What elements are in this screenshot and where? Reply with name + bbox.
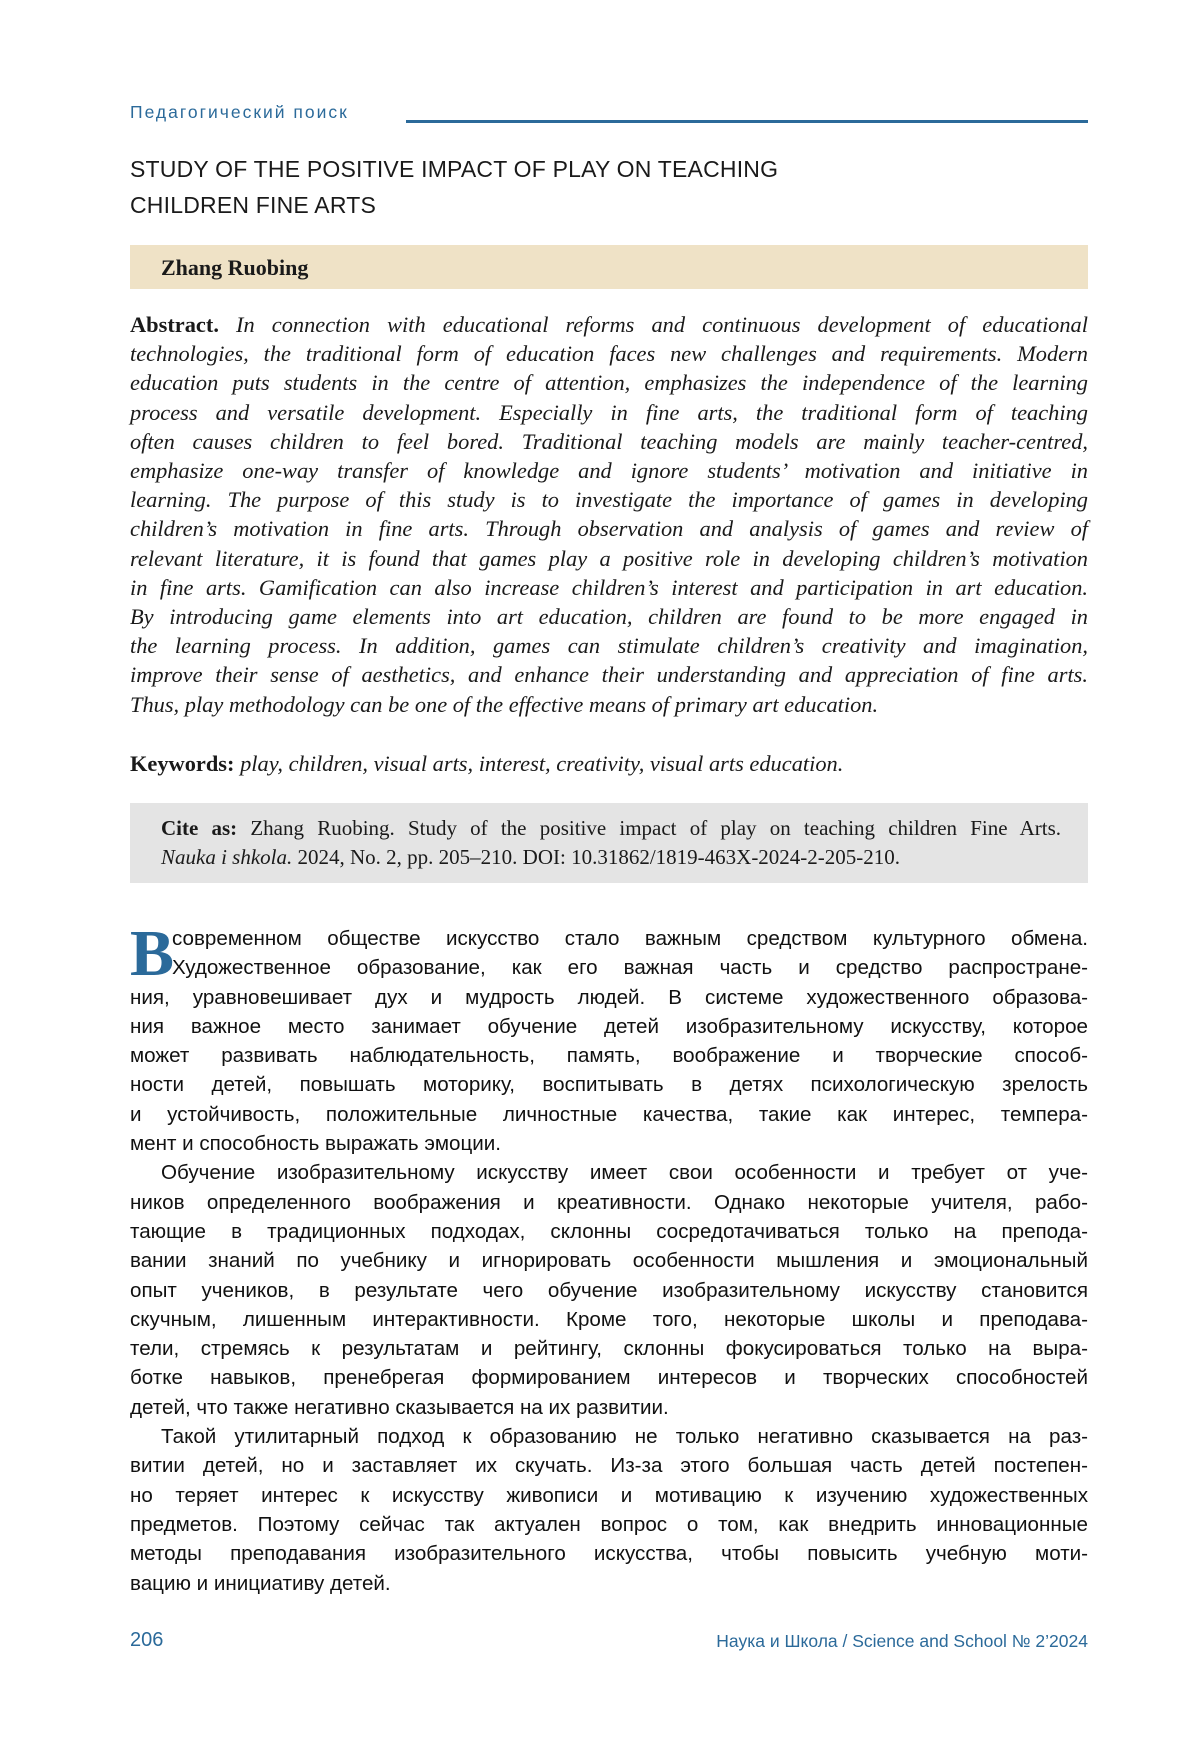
body-line: вацию и инициативу детей. (130, 1571, 391, 1595)
cite-label: Cite as: (161, 816, 238, 840)
body-line: витии детей, но и заставляет их скучать. Из-за этого большая часть детей постепен- (130, 1454, 1088, 1478)
body-line: Такой утилитарный подход к образованию не только негативно сказывается на раз- (161, 1425, 1088, 1449)
body-line: методы преподавания изобразительного искусства, чтобы повысить учебную моти- (130, 1542, 1088, 1566)
title-line: STUDY OF THE POSITIVE IMPACT OF PLAY ON TEACHING (130, 156, 779, 182)
drop-cap: В (130, 917, 175, 990)
body-line: вании знаний по учебнику и игнорировать особенности мышления и эмоциональный (130, 1249, 1088, 1273)
body-line: ния важное место занимает обучение детей изобразительному искусству, которое (130, 1014, 1088, 1038)
abstract-line: Abstract. In connection with educational reforms and continuous development of educational (130, 312, 1088, 337)
body-line: современном обществе искусство стало важным средством культурного обмена. (172, 927, 1088, 950)
body-line: Художественное образование, как его важная часть и средство распростране- (172, 956, 1088, 980)
body-line: детей, что также негативно сказывается на их развитии. (130, 1395, 669, 1419)
abstract-line: in fine arts. Gamification can also increase children’s interest and participation in art education. (130, 574, 1088, 600)
abstract-label: Abstract. (130, 312, 219, 337)
body-line: опыт учеников, в результате чего обучение изобразительному искусству становится (130, 1278, 1088, 1302)
section-label: Педагогический поиск (130, 102, 355, 123)
keywords-text: play, children, visual arts, interest, creativity, visual arts education. (240, 751, 844, 776)
abstract-line: emphasize one-way transfer of knowledge and ignore students’ motivation and initiative in (130, 458, 1088, 484)
citation-box (130, 803, 1088, 883)
abstract-line: education puts students in the centre of attention, emphasizes the independence of the learning (130, 370, 1088, 396)
header-rule (406, 120, 1088, 123)
body-line: но теряет интерес к искусству живописи и мотивацию к изучению художественных (130, 1483, 1088, 1507)
journal-name: Nauka i shkola. (161, 845, 293, 869)
keywords-label: Keywords: (130, 751, 235, 776)
body-line: скучным, лишенным интерактивности. Кроме того, некоторые школы и преподава- (130, 1307, 1088, 1331)
body-line: может развивать наблюдательность, память, воображение и творческие способ- (130, 1044, 1088, 1068)
body-line: предметов. Поэтому сейчас так актуален вопрос о том, как внедрить инновационные (130, 1512, 1088, 1536)
citation-line: Nauka i shkola. 2024, No. 2, pp. 205–210. DOI: 10.31862/1819-463X-2024-2-205-210. (161, 845, 901, 869)
abstract-line: learning. The purpose of this study is to investigate the importance of games in developing (130, 487, 1088, 513)
title-line: CHILDREN FINE ARTS (130, 192, 376, 218)
author-band (130, 245, 1088, 289)
abstract-line: improve their sense of aesthetics, and enhance their understanding and appreciation of fine arts. (130, 662, 1088, 688)
abstract-line: technologies, the traditional form of education faces new challenges and requirements. Modern (130, 341, 1088, 367)
article-title (130, 151, 1030, 223)
citation-line: Cite as: Zhang Ruobing. Study of the positive impact of play on teaching children Fine Arts. (161, 816, 1062, 840)
body-line: тающие в традиционных подходах, склонны сосредотачиваться только на препода- (130, 1219, 1088, 1243)
abstract-line: By introducing game elements into art education, children are found to be more engaged in (130, 604, 1088, 630)
abstract-line: Thus, play methodology can be one of the effective means of primary art education. (130, 691, 879, 717)
abstract-line: relevant literature, it is found that games play a positive role in developing children’s motivation (130, 545, 1088, 571)
author-name: Zhang Ruobing (161, 255, 309, 280)
body-line: ников определенного воображения и креативности. Однако некоторые учителя, рабо- (130, 1190, 1088, 1214)
body-line: мент и способность выражать эмоции. (130, 1132, 501, 1156)
body-line: тели, стремясь к результатам и рейтингу, склонны фокусироваться только на выра- (130, 1337, 1088, 1361)
keywords (130, 751, 1088, 777)
body-line: ности детей, повышать моторику, воспитывать в детях психологическую зрелость (130, 1073, 1088, 1097)
section-header (130, 102, 1088, 126)
body-line: ботке навыков, пренебрегая формированием интересов и творческих способностей (130, 1366, 1088, 1390)
body-text (130, 917, 1088, 1598)
body-line: Обучение изобразительному искусству имеет свои особенности и требует от уче- (161, 1161, 1088, 1185)
footer-journal: Наука и Школа / Science and School № 2’2024 (716, 1631, 1088, 1651)
abstract-line: children’s motivation in fine arts. Through observation and analysis of games and review of (130, 516, 1088, 542)
abstract-line: the learning process. In addition, games can stimulate children’s creativity and imagination, (130, 633, 1088, 659)
body-line: и устойчивость, положительные личностные качества, такие как интерес, темпера- (130, 1102, 1088, 1126)
page-number: 206 (130, 1629, 164, 1651)
abstract-line: process and versatile development. Especially in fine arts, the traditional form of teaching (130, 399, 1088, 425)
abstract (130, 310, 1088, 719)
body-line: ния, уравновешивает дух и мудрость людей. В системе художественного образова- (130, 985, 1088, 1009)
abstract-line: often causes children to feel bored. Traditional teaching models are mainly teacher-centred, (130, 428, 1088, 454)
